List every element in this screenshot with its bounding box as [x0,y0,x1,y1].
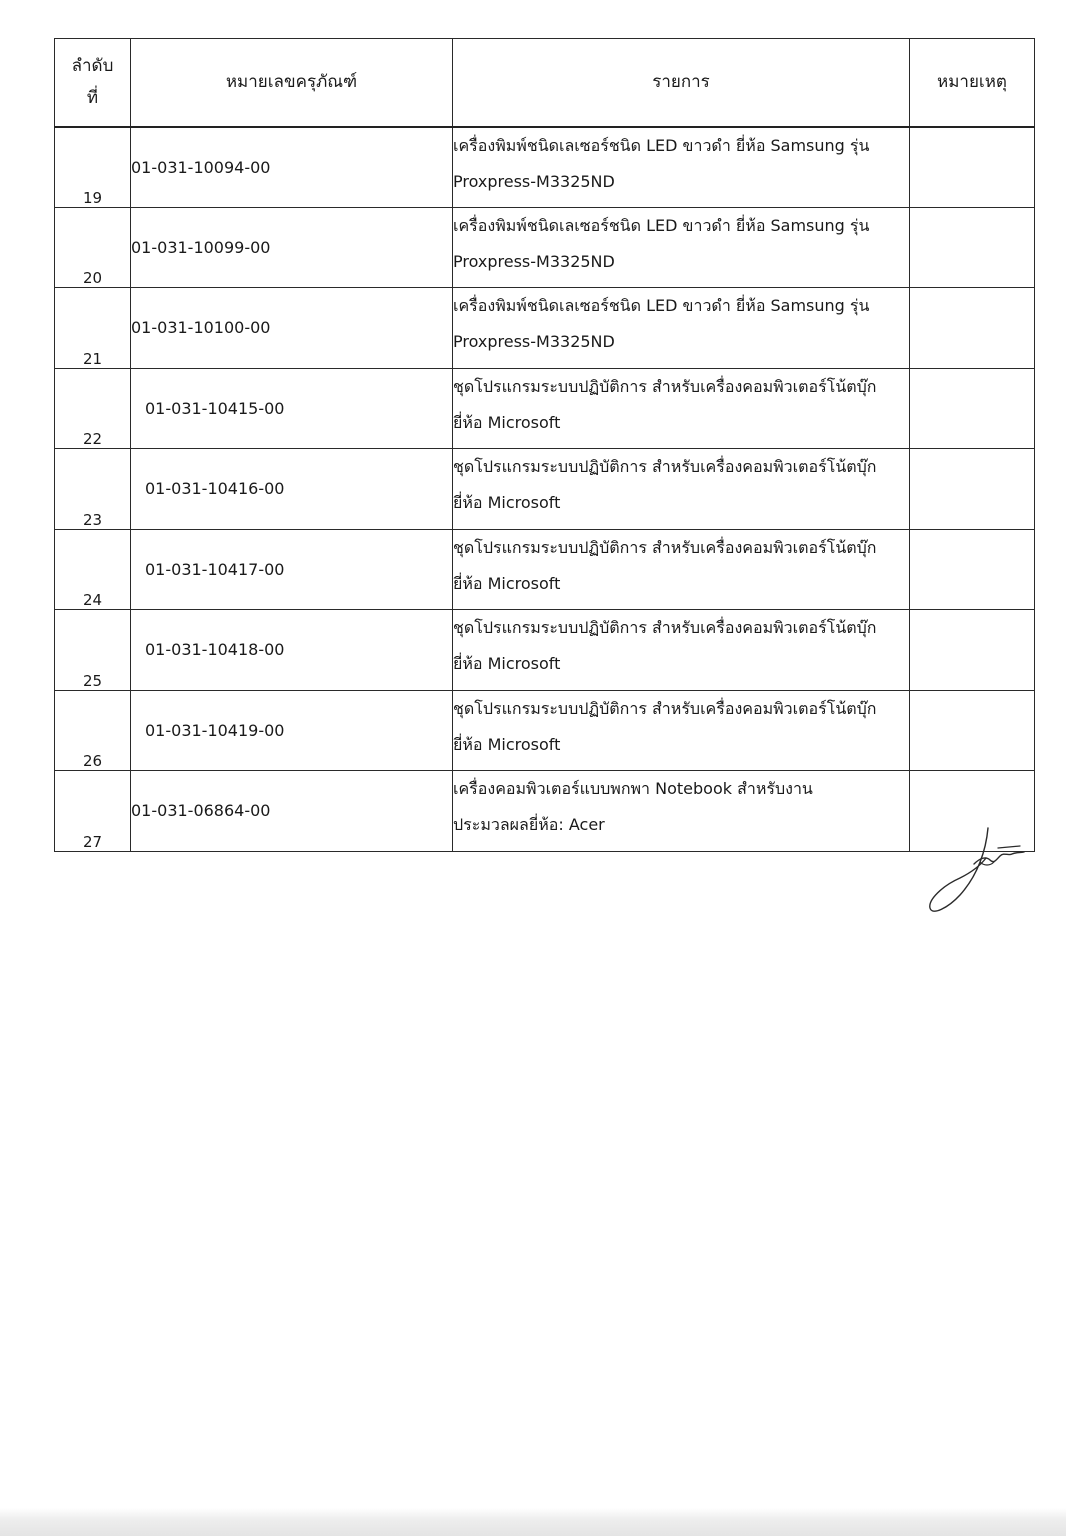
table-row [55,127,1035,208]
row-asset-code: 01-031-10416-00 [131,449,453,530]
table-body [55,127,1035,852]
row-description [453,288,910,369]
row-seq: 27 [55,771,131,852]
row-description-line2: ยี่ห้อ Microsoft [453,573,561,593]
row-remark [910,610,1035,691]
row-asset-code: 01-031-10415-00 [131,368,453,449]
header-seq [55,39,131,127]
table-row [55,690,1035,771]
row-seq: 23 [55,449,131,530]
row-description [453,449,910,530]
scan-bottom-edge [0,1508,1066,1536]
handwritten-signature-icon [920,820,1030,920]
table-row [55,288,1035,369]
header-remark: หมายเหตุ [910,39,1035,127]
row-remark [910,207,1035,288]
row-asset-code: 01-031-06864-00 [131,771,453,852]
header-description: รายการ [453,39,910,127]
header-row [55,39,1035,127]
row-seq: 25 [55,610,131,691]
row-description-line2: ยี่ห้อ Microsoft [453,734,561,754]
table-row [55,771,1035,852]
row-remark [910,127,1035,208]
table-row [55,610,1035,691]
row-remark [910,529,1035,610]
row-remark [910,288,1035,369]
header-seq-label-line2: ที่ [86,88,99,109]
row-seq: 19 [55,127,131,208]
row-asset-code: 01-031-10099-00 [131,207,453,288]
row-asset-code: 01-031-10100-00 [131,288,453,369]
row-description-line1: ชุดโปรแกรมระบบปฏิบัติการ สำหรับเครื่องคอมพิวเตอร์โน้ตบุ๊ก [453,376,877,396]
row-remark [910,690,1035,771]
row-remark [910,449,1035,530]
row-description-line2: ยี่ห้อ Microsoft [453,493,561,512]
row-description-line1: ชุดโปรแกรมระบบปฏิบัติการ สำหรับเครื่องคอมพิวเตอร์โน้ตบุ๊ก [453,537,877,557]
header-asset-code: หมายเลขครุภัณฑ์ [131,39,453,127]
row-description-line1: ชุดโปรแกรมระบบปฏิบัติการ สำหรับเครื่องคอมพิวเตอร์โน้ตบุ๊ก [453,618,877,637]
row-seq: 26 [55,690,131,771]
row-seq: 20 [55,207,131,288]
row-asset-code: 01-031-10417-00 [131,529,453,610]
row-description-line1: ชุดโปรแกรมระบบปฏิบัติการ สำหรับเครื่องคอมพิวเตอร์โน้ตบุ๊ก [453,457,877,476]
row-description-line1: ชุดโปรแกรมระบบปฏิบัติการ สำหรับเครื่องคอมพิวเตอร์โน้ตบุ๊ก [453,698,877,718]
row-description-line1: เครื่องพิมพ์ชนิดเลเซอร์ชนิด LED ขาวดำ ยี่ห้อ Samsung รุ่น [453,135,870,155]
row-description [453,610,910,691]
row-seq: 21 [55,288,131,369]
header-seq-label: ลำดับ [71,55,114,76]
row-description-line2: ประมวลผลยี่ห้อ: Acer [453,815,605,834]
row-description-line1: เครื่องพิมพ์ชนิดเลเซอร์ชนิด LED ขาวดำ ยี่ห้อ Samsung รุ่น [453,296,870,315]
table-row [55,368,1035,449]
table-row [55,529,1035,610]
table-row [55,449,1035,530]
row-description-line2: ยี่ห้อ Microsoft [453,412,561,432]
row-asset-code: 01-031-10094-00 [131,127,453,208]
row-remark [910,368,1035,449]
row-description [453,368,910,449]
table-header [55,39,1035,127]
row-asset-code: 01-031-10419-00 [131,690,453,771]
row-seq: 22 [55,368,131,449]
row-description [453,690,910,771]
row-description-line1: เครื่องพิมพ์ชนิดเลเซอร์ชนิด LED ขาวดำ ยี่ห้อ Samsung รุ่น [453,215,870,235]
asset-inventory-table [54,38,1035,852]
row-description [453,771,910,852]
row-description [453,207,910,288]
row-description-line2: Proxpress-M3325ND [453,171,615,191]
row-description [453,529,910,610]
row-seq: 24 [55,529,131,610]
row-description-line2: Proxpress-M3325ND [453,332,615,351]
row-asset-code: 01-031-10418-00 [131,610,453,691]
row-description-line2: Proxpress-M3325ND [453,251,615,271]
row-description-line1: เครื่องคอมพิวเตอร์แบบพกพา Notebook สำหรับงาน [453,779,813,798]
table-row [55,207,1035,288]
row-description-line2: ยี่ห้อ Microsoft [453,654,561,673]
row-description [453,127,910,208]
